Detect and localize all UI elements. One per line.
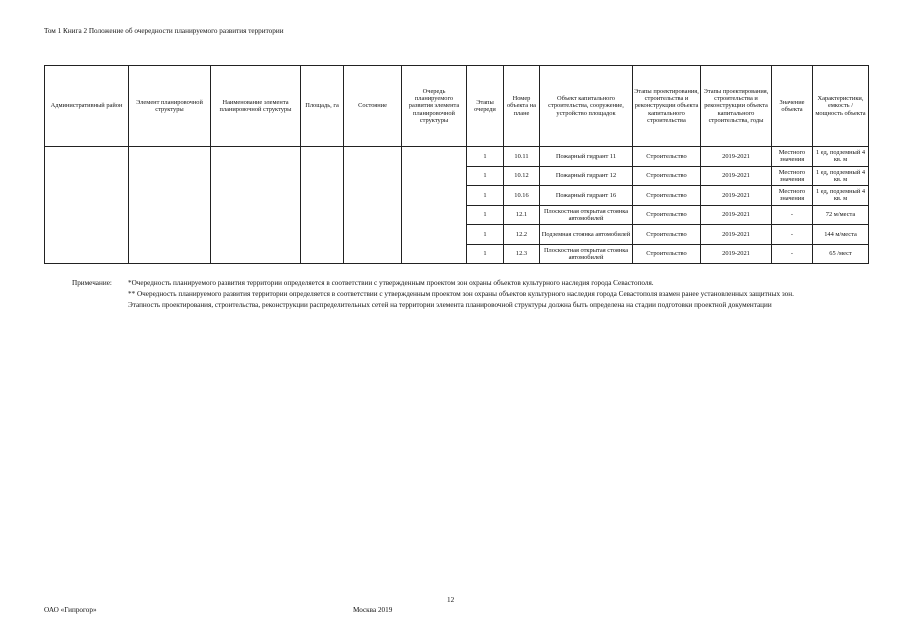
column-header: Этапы проектирования, строительства и реконструкции объекта капитального строительства — [633, 66, 701, 147]
table-cell: 2019-2021 — [701, 166, 772, 186]
table-cell: 1 — [467, 244, 504, 264]
column-header: Этапы очереди — [467, 66, 504, 147]
table-cell: Строительство — [633, 147, 701, 167]
table-cell: 1 — [467, 186, 504, 206]
column-header: Наименование элемента планировочной структуры — [211, 66, 301, 147]
column-header: Объект капитального строительства, сооружение, устройство площадок — [540, 66, 633, 147]
table-cell: Пожарный гидрант 12 — [540, 166, 633, 186]
column-header: Очередь планируемого развития элемента планировочной структуры — [402, 66, 467, 147]
column-header: Значение объекта — [772, 66, 813, 147]
footer-city-year: Москва 2019 — [353, 606, 393, 614]
table-cell: Местного значения — [772, 147, 813, 167]
column-header: Характеристики, емкость / мощность объекта — [813, 66, 869, 147]
note-text: Этапность проектирования, строительства, реконструкции распределительных сетей на территории элемента планировочной структуры должна быть определена на стадии подготовки проектной документации — [128, 301, 772, 310]
table-cell: Строительство — [633, 244, 701, 264]
column-header: Элемент планировочной структуры — [129, 66, 211, 147]
table-cell: Строительство — [633, 186, 701, 206]
document-header: Том 1 Книга 2 Положение об очередности планируемого развития территории — [44, 27, 284, 35]
table-cell: Пожарный гидрант 16 — [540, 186, 633, 206]
column-header: Состояние — [344, 66, 402, 147]
column-header: Этапы проектирования, строительства и реконструкции объекта капитального строительства, годы — [701, 66, 772, 147]
state-cell — [344, 147, 402, 264]
table-cell: Пожарный гидрант 11 — [540, 147, 633, 167]
table-cell: Местного значения — [772, 186, 813, 206]
development-stages-table — [44, 65, 869, 264]
table-cell: 2019-2021 — [701, 147, 772, 167]
table-cell: - — [772, 205, 813, 225]
table-cell: 2019-2021 — [701, 225, 772, 245]
footer-organization: ОАО «Гипрогор» — [44, 606, 97, 614]
table-cell: 2019-2021 — [701, 205, 772, 225]
table-cell: Строительство — [633, 205, 701, 225]
table-cell: 10.11 — [504, 147, 540, 167]
table-cell: 1 — [467, 205, 504, 225]
table-cell: 65 /мест — [813, 244, 869, 264]
table-cell: 12.3 — [504, 244, 540, 264]
note-text: *Очередность планируемого развития территории определяется в соответствии с утвержденным проектом зон охраны объектов культурного наследия города Севастополя. — [128, 279, 654, 287]
table-cell: 10.16 — [504, 186, 540, 206]
notes-section — [72, 278, 862, 311]
table-header-row — [45, 66, 869, 147]
table-cell: 1 — [467, 225, 504, 245]
table-cell: 1 ед, подземный 4 кв. м — [813, 186, 869, 206]
table-cell: Строительство — [633, 166, 701, 186]
element-name-cell — [211, 147, 301, 264]
table-cell: 12.1 — [504, 205, 540, 225]
table-cell: Строительство — [633, 225, 701, 245]
note-first — [72, 278, 862, 289]
table-cell: - — [772, 225, 813, 245]
table-cell: 72 м/места — [813, 205, 869, 225]
table-cell: 1 — [467, 166, 504, 186]
column-header: Административный район — [45, 66, 129, 147]
area-cell — [301, 147, 344, 264]
notes-label: Примечание: — [72, 279, 112, 287]
table-cell: Подземная стоянка автомобилей — [540, 225, 633, 245]
table-cell: 12.2 — [504, 225, 540, 245]
table-cell: 1 — [467, 147, 504, 167]
table-cell: 2019-2021 — [701, 186, 772, 206]
note-text: ** Очередность планируемого развития территории определяется в соответствии с утвержденным проектом зон охраны объектов культурного наследия города Севастополя взамен ранее установленных защитных зон. — [128, 290, 794, 299]
table-cell: 144 м/места — [813, 225, 869, 245]
column-header: Площадь, га — [301, 66, 344, 147]
table-cell: 1 ед, подземный 4 кв. м — [813, 147, 869, 167]
page-number: 12 — [447, 596, 455, 604]
table-cell: 10.12 — [504, 166, 540, 186]
queue-cell — [402, 147, 467, 264]
table-cell: Плоскостная открытая стоянка автомобилей — [540, 205, 633, 225]
table-row — [45, 147, 869, 167]
table-cell: 2019-2021 — [701, 244, 772, 264]
district-cell — [45, 147, 129, 264]
table-cell: 1 ед, подземный 4 кв. м — [813, 166, 869, 186]
table-cell: Плоскостная открытая стоянка автомобилей — [540, 244, 633, 264]
column-header: Номер объекта на плане — [504, 66, 540, 147]
planning-element-cell — [129, 147, 211, 264]
table-cell: Местного значения — [772, 166, 813, 186]
table-cell: - — [772, 244, 813, 264]
